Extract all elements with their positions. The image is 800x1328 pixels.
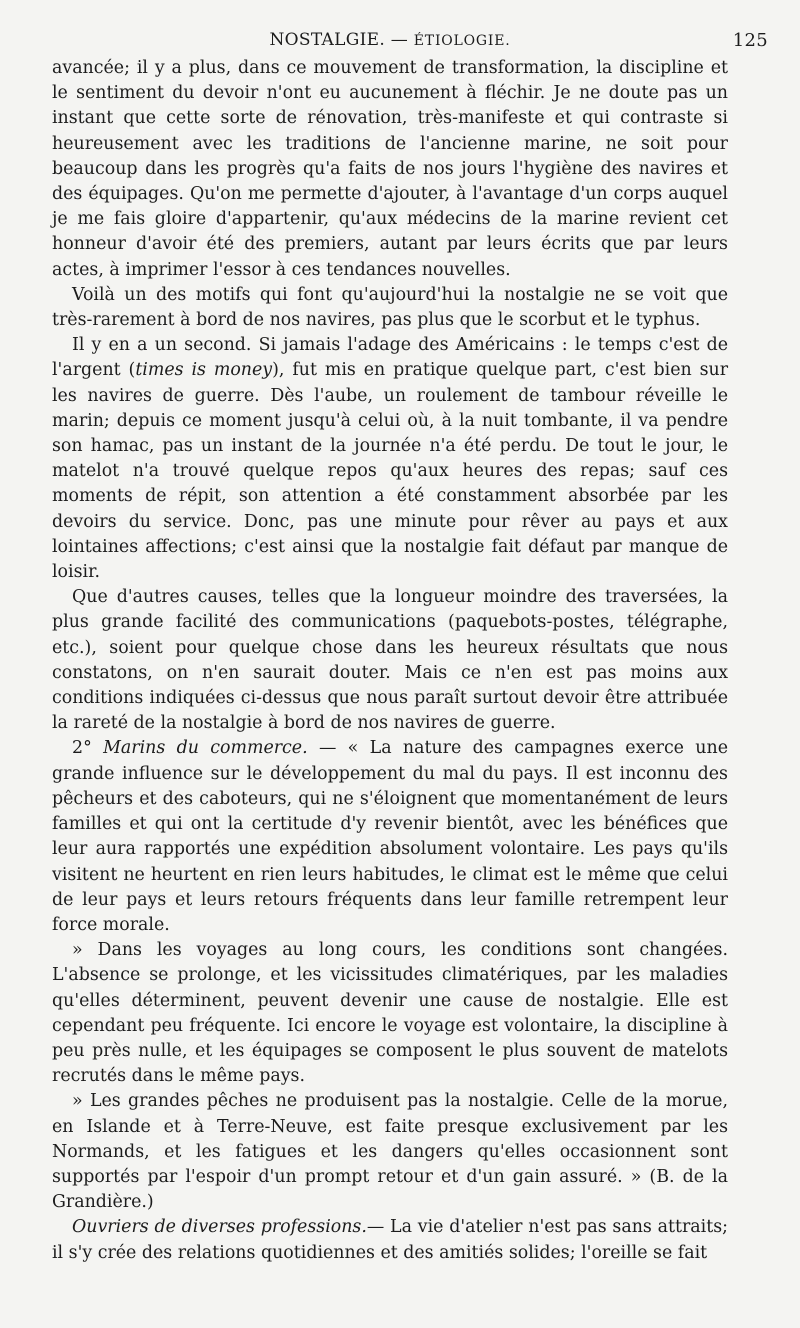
paragraph-3-after: ), fut mis en pratique quelque part, c'est bien sur les navires de guerre. Dès l'aube, un roulement de tambour réveille le marin; depuis ce moment jusqu'à celui où, à la nuit tombante, il va pendre son hamac, pas un instant de la journée n'a été perdu. De tout le jour, le matelot n'a trouvé quelque repos qu'aux heures des repas; sauf ces moments de répit, son attention a été constamment absorbée par les devoirs du service. Donc, pas une minute pour rêver au pays et aux lointaines affections; c'est ainsi que la nostalgie fait défaut par manque de loisir. [52, 360, 729, 583]
running-title-dash: — [390, 30, 409, 50]
paragraph-8 [52, 1215, 728, 1265]
paragraph-3-before: Il y en a un second. Si jamais l'adage des Américains : le temps c'est de l'argent ( [52, 335, 728, 381]
paragraph-3 [52, 333, 728, 585]
paragraph-1: avancée; il y a plus, dans ce mouvement de transformation, la discipline et le sentiment du devoir n'ont eu aucunement à fléchir. Je ne doute pas un instant que cette sorte de rénovation, très-manifeste et qui contraste si heureusement avec les traditions de l'ancienne marine, ne soit pour beaucoup dans les progrès qu'a faits de nos jours l'hygiène des navires et des équipages. Qu'on me permette d'ajouter, à l'avantage d'un corps auquel je me fais gloire d'appartenir, qu'aux médecins de la marine revient cet honneur d'avoir été des premiers, autant par leurs écrits que par leurs actes, à imprimer l'essor à ces tendances nouvelles. [52, 58, 728, 280]
running-title-main: NOSTALGIE. [269, 30, 386, 50]
paragraph-5-after: — « La nature des campagnes exerce une grande influence sur le développement du mal du pays. Il est inconnu des pêcheurs et des caboteurs, qui ne s'éloignent que momentanément de leurs familles et qui ont la certitude d'y revenir bientôt, avec les bénéfices que leur aura rapportés une expédition absolument volontaire. Les pays qu'ils visitent ne heurtent en rien leurs habitudes, le climat est le même que celui de leur pays et leurs retours fréquents dans leur famille retrempent leur force morale. [52, 738, 728, 935]
paragraph-5-italic: Marins du commerce. [103, 738, 308, 759]
paragraph-8-italic: Ouvriers de diverses professions. [72, 1217, 367, 1238]
paragraph-3-italic: times is money [135, 360, 273, 381]
paragraph-7: » Les grandes pêches ne produisent pas la nostalgie. Celle de la morue, en Islande et à Terre-Neuve, est faite presque exclusivement par les Normands, et les fatigues et les dangers qu'elles occasionnent sont supportés par l'espoir d'un prompt retour et d'un gain assuré. » (B. de la Grandière.) [52, 1091, 728, 1213]
page-number: 125 [732, 30, 768, 51]
running-title [52, 30, 728, 50]
paragraph-4: Que d'autres causes, telles que la longueur moindre des traversées, la plus grande facilité des communications (paquebots-postes, télégraphe, etc.), soient pour quelque chose dans les heureux résultats que nous constatons, on n'en saurait douter. Mais ce n'en est pas moins aux conditions indiquées ci-dessus que nous paraît surtout devoir être attribuée la rareté de la nostalgie à bord de nos navires de guerre. [52, 587, 728, 734]
paragraph-5 [52, 736, 728, 938]
paragraph-6: » Dans les voyages au long cours, les conditions sont changées. L'absence se prolonge, et les vicissitudes climatériques, par les maladies qu'elles déterminent, peuvent devenir une cause de nostalgie. Elle est cependant peu fréquente. Ici encore le voyage est volontaire, la discipline à peu près nulle, et les équipages se composent le plus souvent de matelots recrutés dans le même pays. [52, 940, 728, 1087]
running-head [52, 30, 768, 56]
running-title-section: ÉTIOLOGIE. [413, 33, 511, 49]
paragraph-5-before: 2° [72, 738, 104, 759]
paragraph-8-after: — La vie d'atelier n'est pas sans attraits; il s'y crée des relations quotidiennes et des amitiés solides; l'oreille se fait [52, 1217, 728, 1263]
paragraph-2: Voilà un des motifs qui font qu'aujourd'hui la nostalgie ne se voit que très-rarement à bord de nos navires, pas plus que le scorbut et le typhus. [52, 284, 728, 331]
body-text [52, 56, 728, 1266]
